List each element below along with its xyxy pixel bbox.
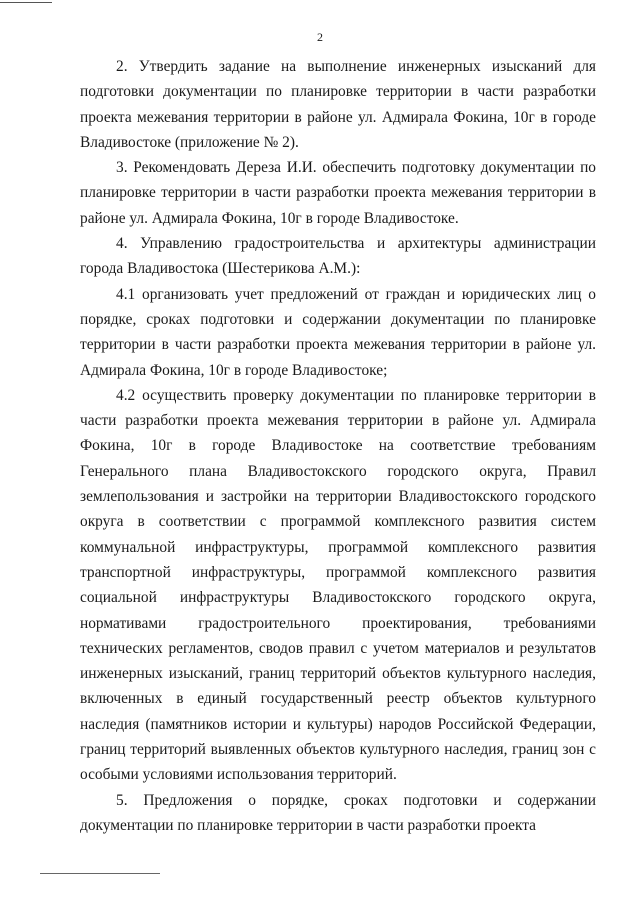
paragraph-item-4-2: 4.2 осуществить проверку документации по планировке территории в части разработки проекта межевания территории в районе ул. Адмирала Фокина, 10г в городе Владивостоке на соответствие требованиям Генерального плана Владивостокского городского округа, Правил землепользования и застройки на территории Владивостокского городского округа в соответствии с программой комплексного развития систем коммунальной инфраструктуры, программой комплексного развития транспортной инфраструктуры, программой комплексного развития социальной инфраструктуры Владивостокского городского округа, нормативами градостроительного проектирования, требованиями технических регламентов, сводов правил с учетом материалов и результатов инженерных изысканий, границ территорий объектов культурного наследия, включенных в единый государственный реестр объектов культурного наследия (памятников истории и культуры) народов Российской Федерации, границ территорий выявленных объектов культурного наследия, границ зон с особыми условиями использования территорий.: [80, 386, 596, 784]
footnote-separator-rule: [40, 873, 160, 874]
paragraph-item-4: 4. Управлению градостроительства и архитектуры администрации города Владивостока (Шестерикова А.М.):: [80, 235, 596, 278]
paragraph-item-5: 5. Предложения о порядке, сроках подготовки и содержании документации по планировке территории в части разработки проекта: [80, 791, 596, 834]
document-body: [80, 54, 596, 838]
paragraph-item-3: 3. Рекомендовать Дереза И.И. обеспечить подготовку документации по планировке территории в части разработки проекта межевания территории в районе ул. Адмирала Фокина, 10г в городе Владивостоке.: [80, 159, 596, 227]
paragraph-item-2: 2. Утвердить задание на выполнение инженерных изысканий для подготовки документации по планировке территории в части разработки проекта межевания территории в районе ул. Адмирала Фокина, 10г в городе Владивостоке (приложение № 2).: [80, 58, 596, 151]
top-edge-rule: [0, 2, 52, 3]
paragraph-item-4-1: 4.1 организовать учет предложений от граждан и юридических лиц о порядке, сроках подготовки и содержании документации по планировке территории в части разработки проекта межевания территории в районе ул. Адмирала Фокина, 10г в городе Владивостоке;: [80, 285, 596, 379]
page-number: 2: [317, 30, 323, 44]
